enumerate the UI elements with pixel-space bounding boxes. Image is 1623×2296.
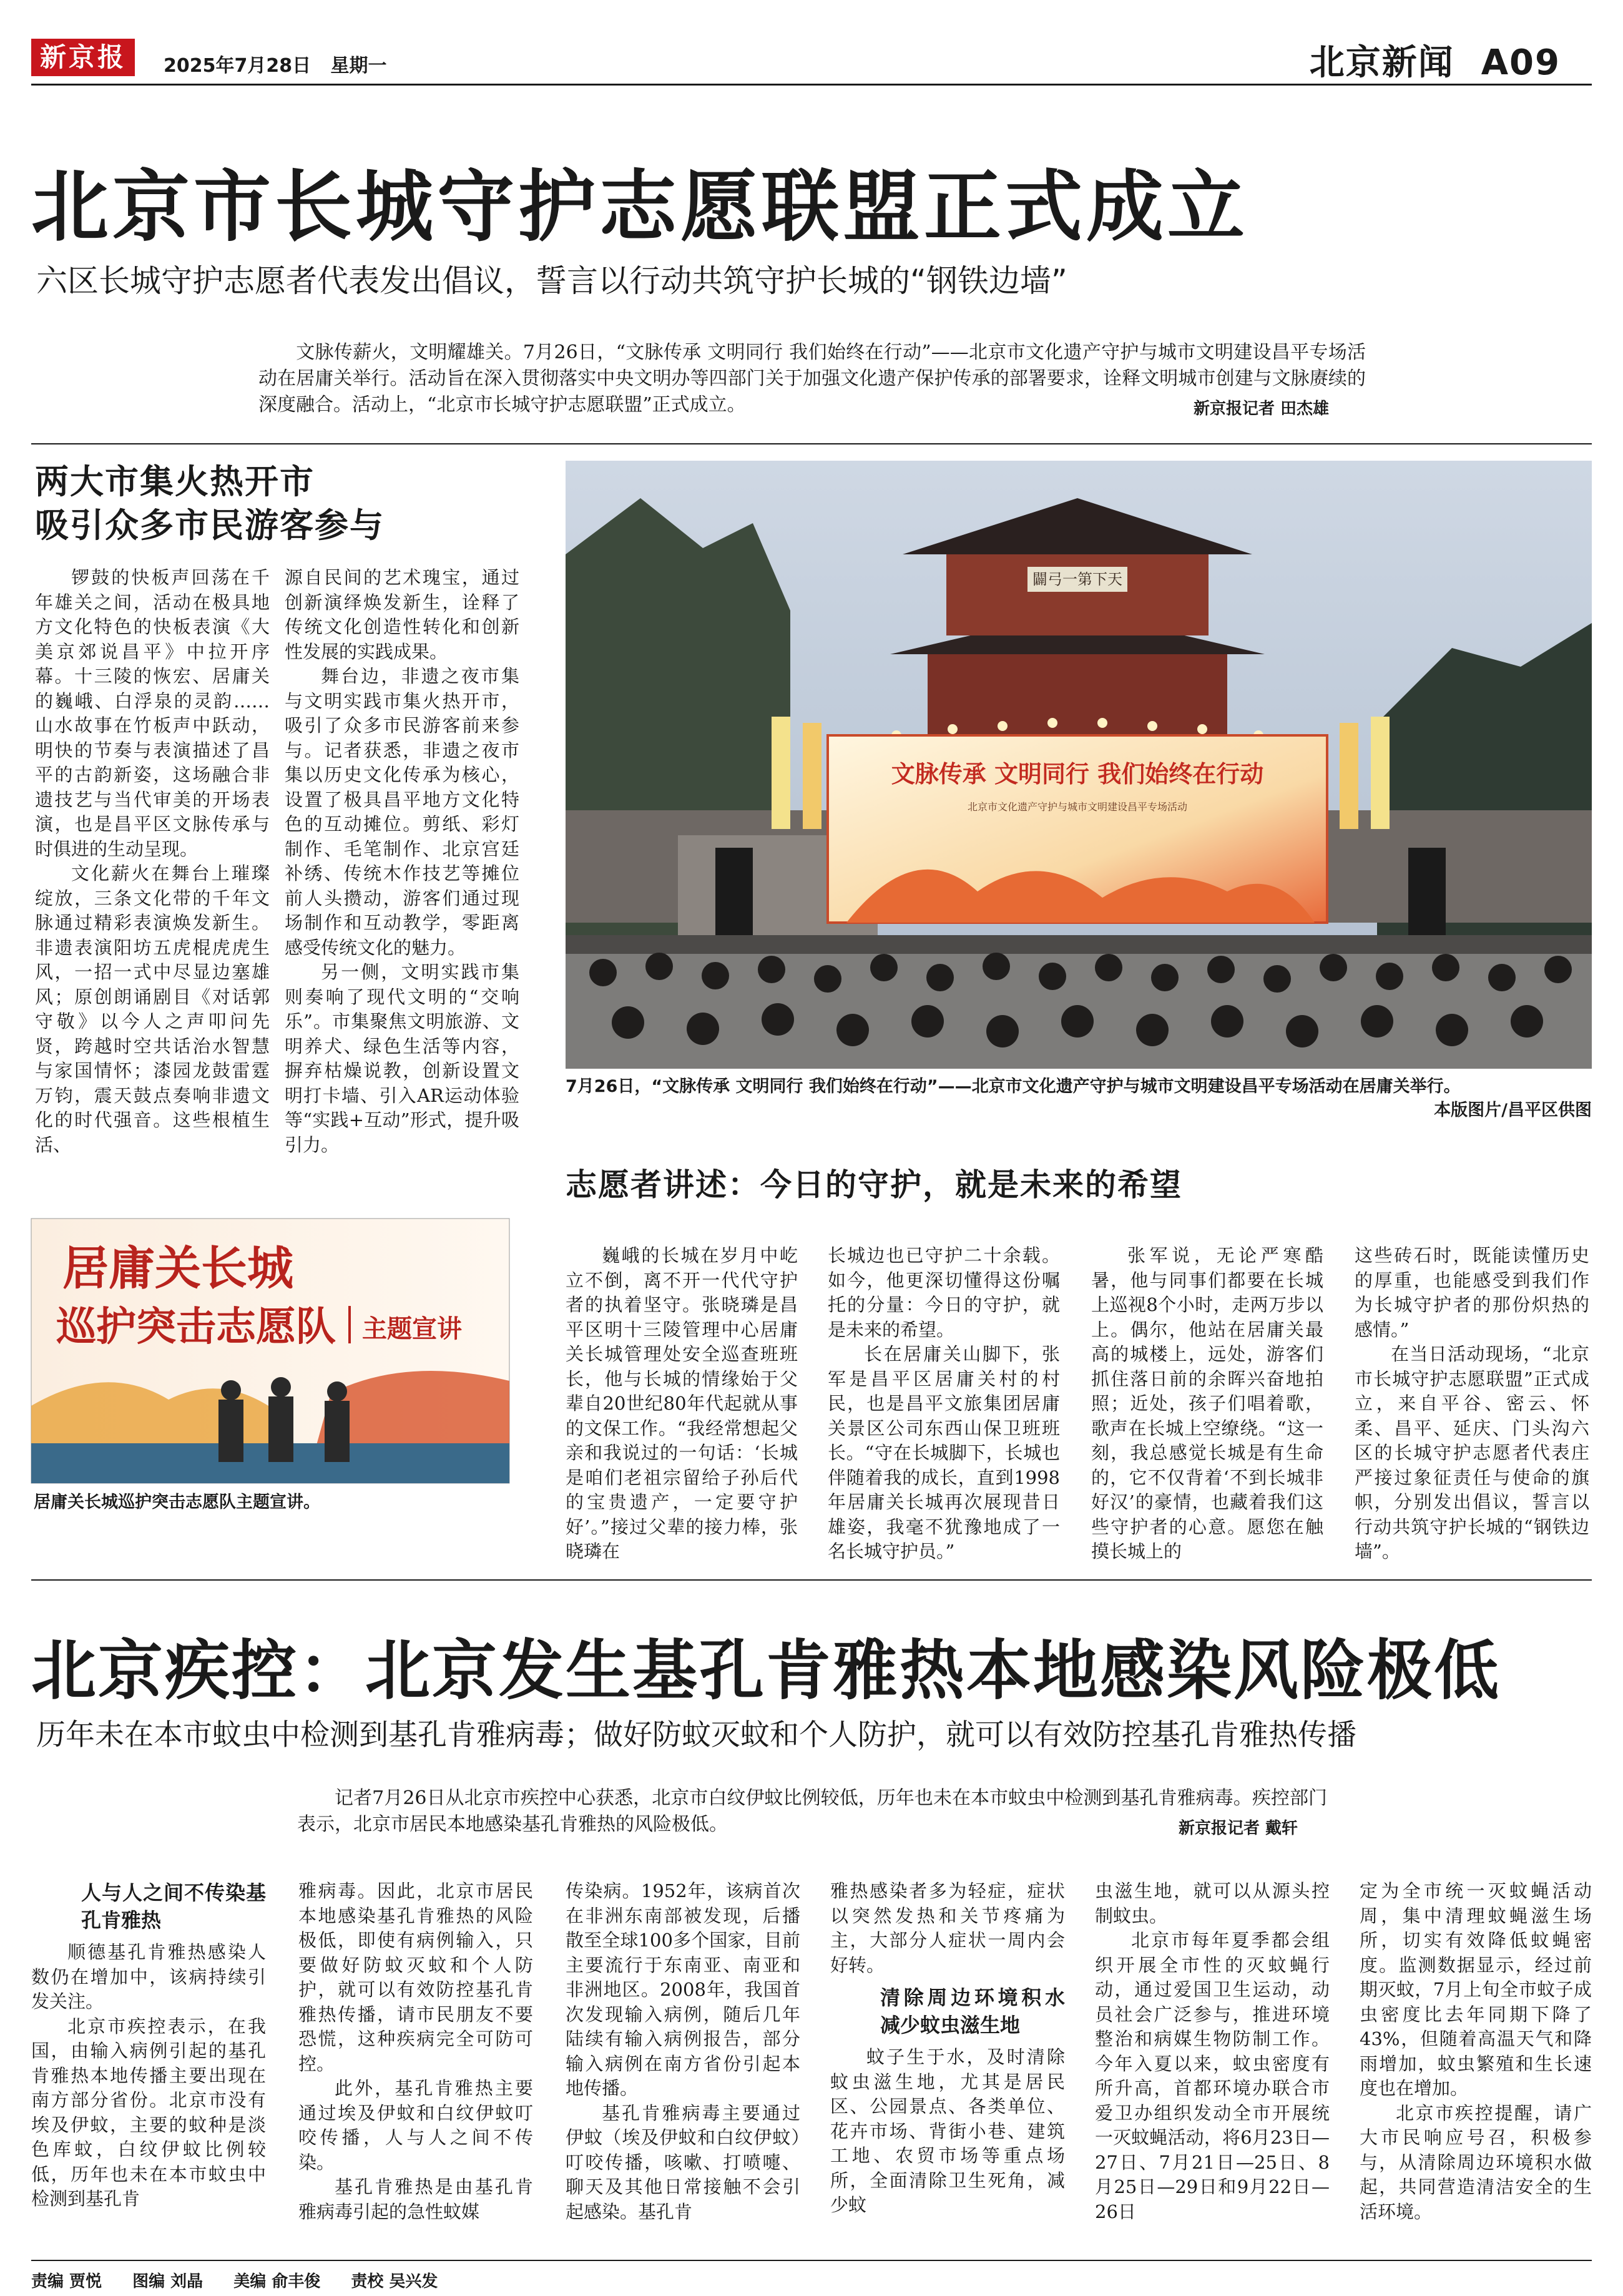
section-name: 北京新闻 <box>1309 42 1454 83</box>
banner-tag: 主题宣讲 <box>362 1315 462 1343</box>
masthead-logo: 新京报 <box>31 39 135 76</box>
vol-col4-p2: 在当日活动现场，“北京市长城守护志愿联盟”正式成立，来自平谷、密云、怀柔、昌平、延庆、门头沟六区的长城守护志愿者代表庄严接过象征责任与使命的旗帜，分别发出倡议，誓言以行动共筑守护长城的“钢铁边墙”。 <box>1355 1343 1589 1562</box>
cdc-col1-p2: 北京市疾控表示，在我国，由输入病例引起的基孔肯雅热本地传播主要出现在南方部分省份。北京市没有埃及伊蚊，主要的蚊种是淡色库蚊，白纹伊蚊比例较低，历年也未在本市蚊虫中检测到基孔肯 <box>31 2015 266 2209</box>
story1-byline: 新京报记者 田杰雄 <box>1194 400 1330 418</box>
volunteer-column-2 <box>828 1244 1060 1562</box>
cdc-column-2 <box>298 1879 533 2254</box>
crosshead-2: 清除周边环境积水 减少蚊虫滋生地 <box>880 1986 1065 2037</box>
cdc-col2-p2: 此外，基孔肯雅热主要通过埃及伊蚊和白纹伊蚊叮咬传播，人与人之间不传染。 <box>298 2078 533 2173</box>
cdc-col5-p1: 虫滋生地，就可以从源头控制蚊虫。 <box>1095 1880 1330 1926</box>
vol-col4-p1: 这些砖石时，既能读懂历史的厚重，也能感受到我们作为长城守护者的那份炽热的感情。” <box>1355 1245 1589 1340</box>
cdc-col2-p1: 雅病毒。因此，北京市居民本地感染基孔肯雅热的风险极低，即使有病例输入，只要做好防蚊灭蚊和个人防护，就可以有效防控基孔肯雅热传播，请市民朋友不要恐慌，这种疾病完全可防可控。 <box>298 1880 533 2074</box>
cdc-column-4 <box>830 1879 1065 2254</box>
cdc-column-3 <box>566 1879 800 2254</box>
side-col1-p1: 锣鼓的快板声回荡在千年雄关之间，活动在极具地方文化特色的快板表演《大美京郊说昌平》中拉开序幕。十三陵的恢宏、居庸关的巍峨、白浮泉的灵韵……山水故事在竹板声中跃动，明快的节奏与表演描述了昌平的古韵新姿，这场融合非遗技艺与当代审美的开场表演，也是昌平区文脉传承与时俱进的生动呈现。 <box>35 567 270 860</box>
volunteer-headline: 志愿者讲述：今日的守护，就是未来的希望 <box>566 1166 1182 1203</box>
volunteer-column-1 <box>566 1244 798 1562</box>
footer-rule <box>31 2260 1592 2261</box>
story1-rule <box>31 443 1592 444</box>
vol-col3-p1: 张军说，无论严寒酷暑，他与同事们都要在长城上巡视8个小时，走两万步以上。偶尔，他站在居庸关最高的城楼上，远处，游客们抓住落日前的余晖兴奋地拍照；近处，孩子们唱着歌，歌声在长城上空缭绕。“这一刻，我总感觉长城是有生命的，它不仅背着‘不到长城非好汉’的豪情，也藏着我们这些守护者的心意。愿您在触摸长城上的 <box>1091 1245 1323 1562</box>
editor-credit: 责编 贾悦 <box>31 2272 102 2291</box>
side-col2-p2: 舞台边，非遗之夜市集与文明实践市集火热开市，吸引了众多市民游客前来参与。记者获悉，非遗之夜市集以历史文化传承为核心，设置了极具昌平地方文化特色的互动摊位。剪纸、彩灯制作、毛笔制作、北京宫廷补绣、传统木作技艺等摊位前人头攒动，游客们通过现场制作和互动教学，零距离感受传统文化的魅力。 <box>285 665 519 958</box>
banner-caption: 居庸关长城巡护突击志愿队主题宣讲。 <box>34 1493 320 1512</box>
side-col2-p1: 源自民间的艺术瑰宝，通过创新演绎焕发新生，诠释了传统文化创造性转化和创新性发展的实践成果。 <box>285 567 519 662</box>
cdc-col6-p2: 北京市疾控提醒，请广大市民响应号召，积极参与，从清除周边环境积水做起，共同营造清洁安全的生活环境。 <box>1360 2102 1592 2222</box>
story2-lead-text: 记者7月26日从北京市疾控中心获悉，北京市白纹伊蚊比例较低，历年也未在本市蚊虫中检测到基孔肯雅病毒。疾控部门表示，北京市居民本地感染基孔肯雅热的风险极低。 <box>297 1787 1327 1835</box>
cdc-col4-p1: 雅热感染者多为轻症，症状以突然发热和关节疼痛为主，大部分人症状一周内会好转。 <box>830 1880 1065 1976</box>
cdc-col4-p2: 蚊子生于水，及时清除蚊虫滋生地，尤其是居民区、公园景点、各类单位、花卉市场、背街小巷、建筑工地、农贸市场等重点场所，全面清除卫生死角，减少蚊 <box>830 2046 1065 2215</box>
vol-col2-p2: 长在居庸关山脚下，张军是昌平区居庸关村的村民，也是昌平文旅集团居庸关景区公司东西山保卫班班长。“守在长城脚下，长城也伴随着我的成长，直到1998年居庸关长城再次展现昔日雄姿，我毫不犹豫地成了一名长城守护员。” <box>828 1343 1060 1562</box>
screen-subtitle: 北京市文化遗产守护与城市文明建设昌平专场活动 <box>967 801 1188 813</box>
date-text: 2025年7月28日 <box>164 55 311 77</box>
cdc-col3-p1: 传染病。1952年，该病首次在非洲东南部被发现，后播散至全球100多个国家，目前主要流行于东南亚、南亚和非洲地区。2008年，我国首次发现输入病例，随后几年陆续有输入病例报告，部分输入病例在南方省份引起本地传播。 <box>566 1880 800 2099</box>
side-headline <box>35 459 534 547</box>
volunteer-column-3 <box>1091 1244 1323 1562</box>
story1-subhead: 六区长城守护志愿者代表发出倡议，誓言以行动共筑守护长城的“钢铁边墙” <box>36 263 1067 299</box>
cdc-col1-p1: 顺德基孔肯雅热感染人数仍在增加中，该病持续引发关注。 <box>31 1941 266 2012</box>
story1-lead-text: 文脉传薪火，文明耀雄关。7月26日，“文脉传承 文明同行 我们始终在行动”——北京市文化遗产守护与城市文明建设昌平专场活动在居庸关举行。活动旨在深入贯彻落实中央文明办等四部门关于加强文化遗产保护传承的部署要求，诠释文明城市创建与文脉赓续的深度融合。活动上，“北京市长城守护志愿联盟”正式成立。 <box>258 341 1366 416</box>
story1-headline: 北京市长城守护志愿联盟正式成立 <box>31 162 1249 252</box>
story-divider <box>31 1579 1592 1581</box>
screen-title: 文脉传承 文明同行 我们始终在行动 <box>891 760 1264 788</box>
story2-subhead: 历年未在本市蚊虫中检测到基孔肯雅病毒；做好防蚊灭蚊和个人防护，就可以有效防控基孔肯雅热传播 <box>36 1718 1356 1752</box>
banner-line2: 巡护突击志愿队 <box>56 1303 336 1350</box>
gate-plaque-text: 闢弓一第下天 <box>1032 571 1122 588</box>
cdc-col5-p2: 北京市每年夏季都会组织开展全市性的灭蚊蝇行动，通过爱国卫生运动，动员社会广泛参与，推进环境整治和病媒生物防制工作。今年入夏以来，蚊虫密度有所升高，首都环境办联合市爱卫办组织发动全市开展统一灭蚊蝇活动，将6月23日—27日、7月21日—25日、8月25日—29日和9月22日—26日 <box>1095 1930 1330 2222</box>
story2-byline: 新京报记者 戴轩 <box>1179 1819 1298 1838</box>
story2-headline: 北京疾控：北京发生基孔肯雅热本地感染风险极低 <box>31 1632 1501 1709</box>
cdc-column-5 <box>1095 1879 1330 2254</box>
side-column-1 <box>35 566 270 1177</box>
story2-lead <box>297 1785 1327 1838</box>
cdc-col3-p2: 基孔肯雅病毒主要通过伊蚊（埃及伊蚊和白纹伊蚊）叮咬传播，咳嗽、打喷嚏、聊天及其他日常接触不会引起感染。基孔肯 <box>566 2102 800 2222</box>
side-col2-p3: 另一侧，文明实践市集则奏响了现代文明的“交响乐”。市集聚焦文明旅游、文明养犬、绿色生活等内容，摒弃枯燥说教，创新设置文明打卡墙、引入AR运动体验等“实践+互动”形式，提升吸引力。 <box>285 961 519 1155</box>
photo-editor-credit: 图编 刘晶 <box>132 2272 203 2291</box>
section-label <box>1310 35 1561 85</box>
volunteer-column-4 <box>1355 1244 1589 1562</box>
cdc-col2-p3: 基孔肯雅热是由基孔肯雅病毒引起的急性蚊媒 <box>298 2176 533 2222</box>
main-photo-caption: 7月26日，“文脉传承 文明同行 我们始终在行动”——北京市文化遗产守护与城市文明建设昌平专场活动在居庸关举行。 <box>566 1077 1461 1096</box>
cdc-column-1 <box>31 1879 266 2254</box>
vol-col1-p1: 巍峨的长城在岁月中屹立不倒，离不开一代代守护者的执着坚守。张晓璘是昌平区明十三陵管理中心居庸关长城管理处安全巡查班班长，他与长城的情缘始于父辈自20世纪80年代起就从事的文保工作。“我经常想起父亲和我说过的一句话：‘长城是咱们老祖宗留给子孙后代的宝贵遗产，一定要守护好’。”接过父辈的接力棒，张晓璘在 <box>566 1245 798 1562</box>
editor-credits <box>31 2269 463 2292</box>
issue-date <box>164 50 386 77</box>
weekday-text: 星期一 <box>330 55 387 77</box>
side-col1-p2: 文化薪火在舞台上璀璨绽放，三条文化带的千年文脉通过精彩表演焕发新生。非遗表演阳坊五虎棍虎虎生风，一招一式中尽显边塞雄风；原创朗诵剧目《对话郭守敬》以今人之声叩问先贤，跨越时空共话治水智慧与家国情怀；漆园龙鼓雷霆万钧，震天鼓点奏响非遗文化的时代强音。这些根植生活、 <box>35 863 270 1155</box>
cdc-column-6 <box>1360 1879 1592 2254</box>
side-headline-line2: 吸引众多市民游客参与 <box>35 505 385 545</box>
banner-line1: 居庸关长城 <box>62 1242 293 1295</box>
page-number: A09 <box>1481 42 1561 83</box>
crosshead-1: 人与人之间不传染基孔肯雅热 <box>81 1881 266 1932</box>
banner-photo <box>31 1219 509 1483</box>
main-photo <box>566 461 1592 1069</box>
art-editor-credit: 美编 俞丰俊 <box>233 2272 321 2291</box>
side-headline-line1: 两大市集火热开市 <box>35 461 315 501</box>
vol-col2-p1: 长城边也已守护二十余载。如今，他更深切懂得这份嘱托的分量：今日的守护，就是未来的希望。 <box>828 1245 1060 1340</box>
side-column-2 <box>285 566 519 1177</box>
header-rule <box>31 84 1592 86</box>
photo-credit: 本版图片/昌平区供图 <box>1434 1101 1592 1120</box>
cdc-col6-p1: 定为全市统一灭蚊蝇活动周，集中清理蚊蝇滋生场所，切实有效降低蚊蝇密度。监测数据显示，经过前期灭蚊，7月上旬全市蚊子成虫密度比去年同期下降了43%，但随着高温天气和降雨增加，蚊虫繁殖和生长速度也在增加。 <box>1360 1880 1592 2099</box>
proofreader-credit: 责校 吴兴发 <box>351 2272 438 2291</box>
